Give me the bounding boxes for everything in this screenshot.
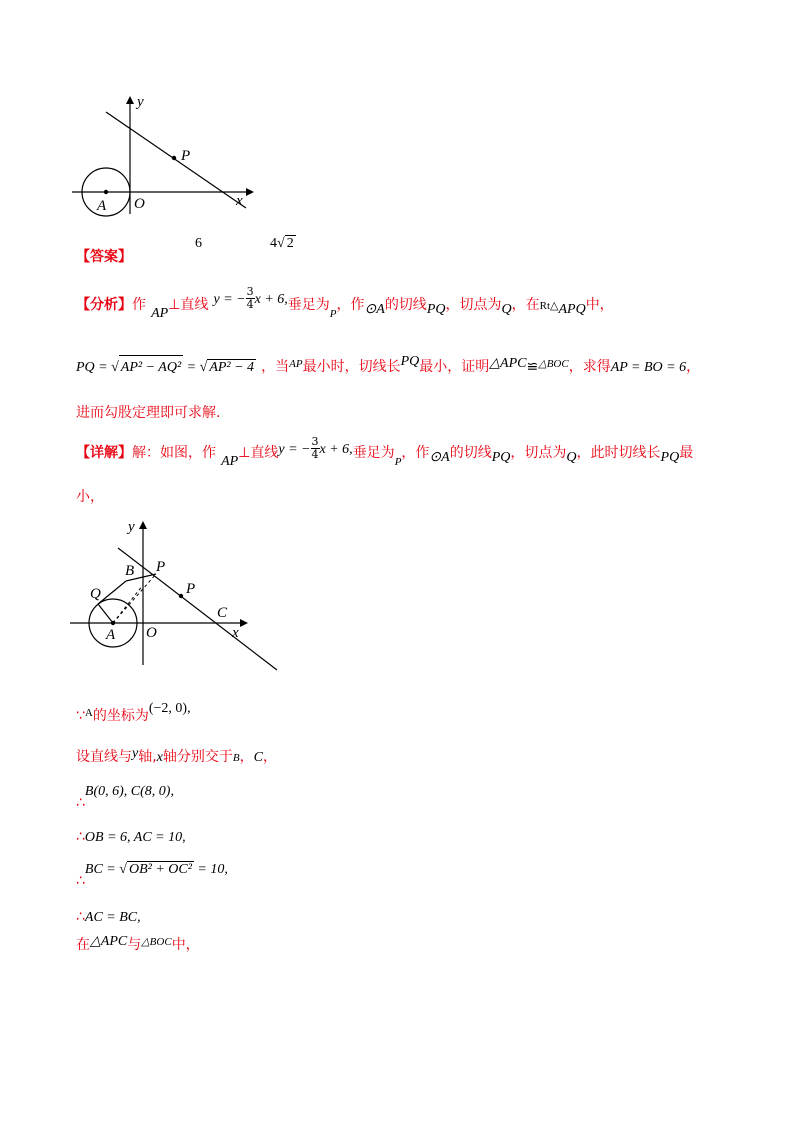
figure-1 — [60, 90, 260, 220]
step-5: ∴BC = √ OB² + OC² = 10, — [76, 862, 228, 889]
center-label: A — [106, 627, 116, 643]
point-a — [104, 190, 108, 194]
figure-2 — [60, 515, 285, 675]
step-7: 在△APC与$^{\triangle BOC}$中， — [76, 934, 200, 953]
point-p — [172, 156, 176, 160]
step-3: ∴B(0, 6), C(8, 0), — [76, 784, 174, 811]
c-label: C — [217, 605, 228, 621]
point-p — [179, 594, 183, 598]
y-label: y — [137, 94, 144, 110]
analysis-line-1: 【分析】作 AP⊥直线 y = − $\frac{3}{4}$ x + 6,垂足为$_P$，作⊙A的切线PQ，切点为Q，在Rt△APQ中， — [76, 285, 614, 321]
line-l — [106, 112, 246, 208]
analysis-line-3: 进而勾股定理即可求解. — [76, 405, 221, 421]
detail-line-1: 【详解】解：如图，作 AP⊥直线y = − $\frac{3}{4}$ x + 6,垂足为$_P$，作⊙A的切线PQ，切点为Q，此时切线长PQ最 — [76, 435, 694, 469]
step-6: ∴AC = BC, — [76, 909, 141, 925]
center-label: A — [97, 198, 107, 214]
step-1: ∵$^A$的坐标为(−2, 0), — [76, 701, 191, 724]
p1-label: P — [156, 559, 166, 575]
detail-line-2: 小， — [76, 489, 104, 505]
radius-aq — [98, 604, 113, 623]
line-l — [118, 548, 277, 670]
step-2: 设直线与y轴,x轴分别交于B，C， — [76, 746, 277, 765]
answer-value-2: 4√ 2 — [270, 236, 294, 251]
y-label: y — [128, 519, 135, 535]
y-axis-arrow — [139, 521, 147, 529]
x-label: x — [236, 193, 243, 209]
x-axis-arrow — [246, 188, 254, 196]
origin-label: O — [146, 625, 157, 641]
p2-label: P — [186, 581, 196, 597]
dashed-ap-2 — [113, 585, 143, 623]
x-label: x — [232, 625, 239, 641]
p-label: P — [181, 148, 191, 164]
dashed-ap — [113, 574, 156, 623]
y-axis-arrow — [126, 96, 134, 104]
origin-label: O — [134, 196, 145, 212]
x-axis-arrow — [240, 619, 248, 627]
step-4: ∴OB = 6, AC = 10, — [76, 829, 186, 845]
answer-value-1: 6 — [195, 236, 202, 251]
answer-tag: 【答案】 — [76, 249, 132, 265]
analysis-line-2: PQ = √ AP² − AQ² = √ AP² − 4 ，当$^{AP}$最小时，切线长PQ最小，证明△APC≌$^{\triangle BOC}$，求得AP = BO = 6， — [76, 354, 701, 375]
q-label: Q — [90, 586, 101, 602]
b-label: B — [125, 563, 135, 579]
